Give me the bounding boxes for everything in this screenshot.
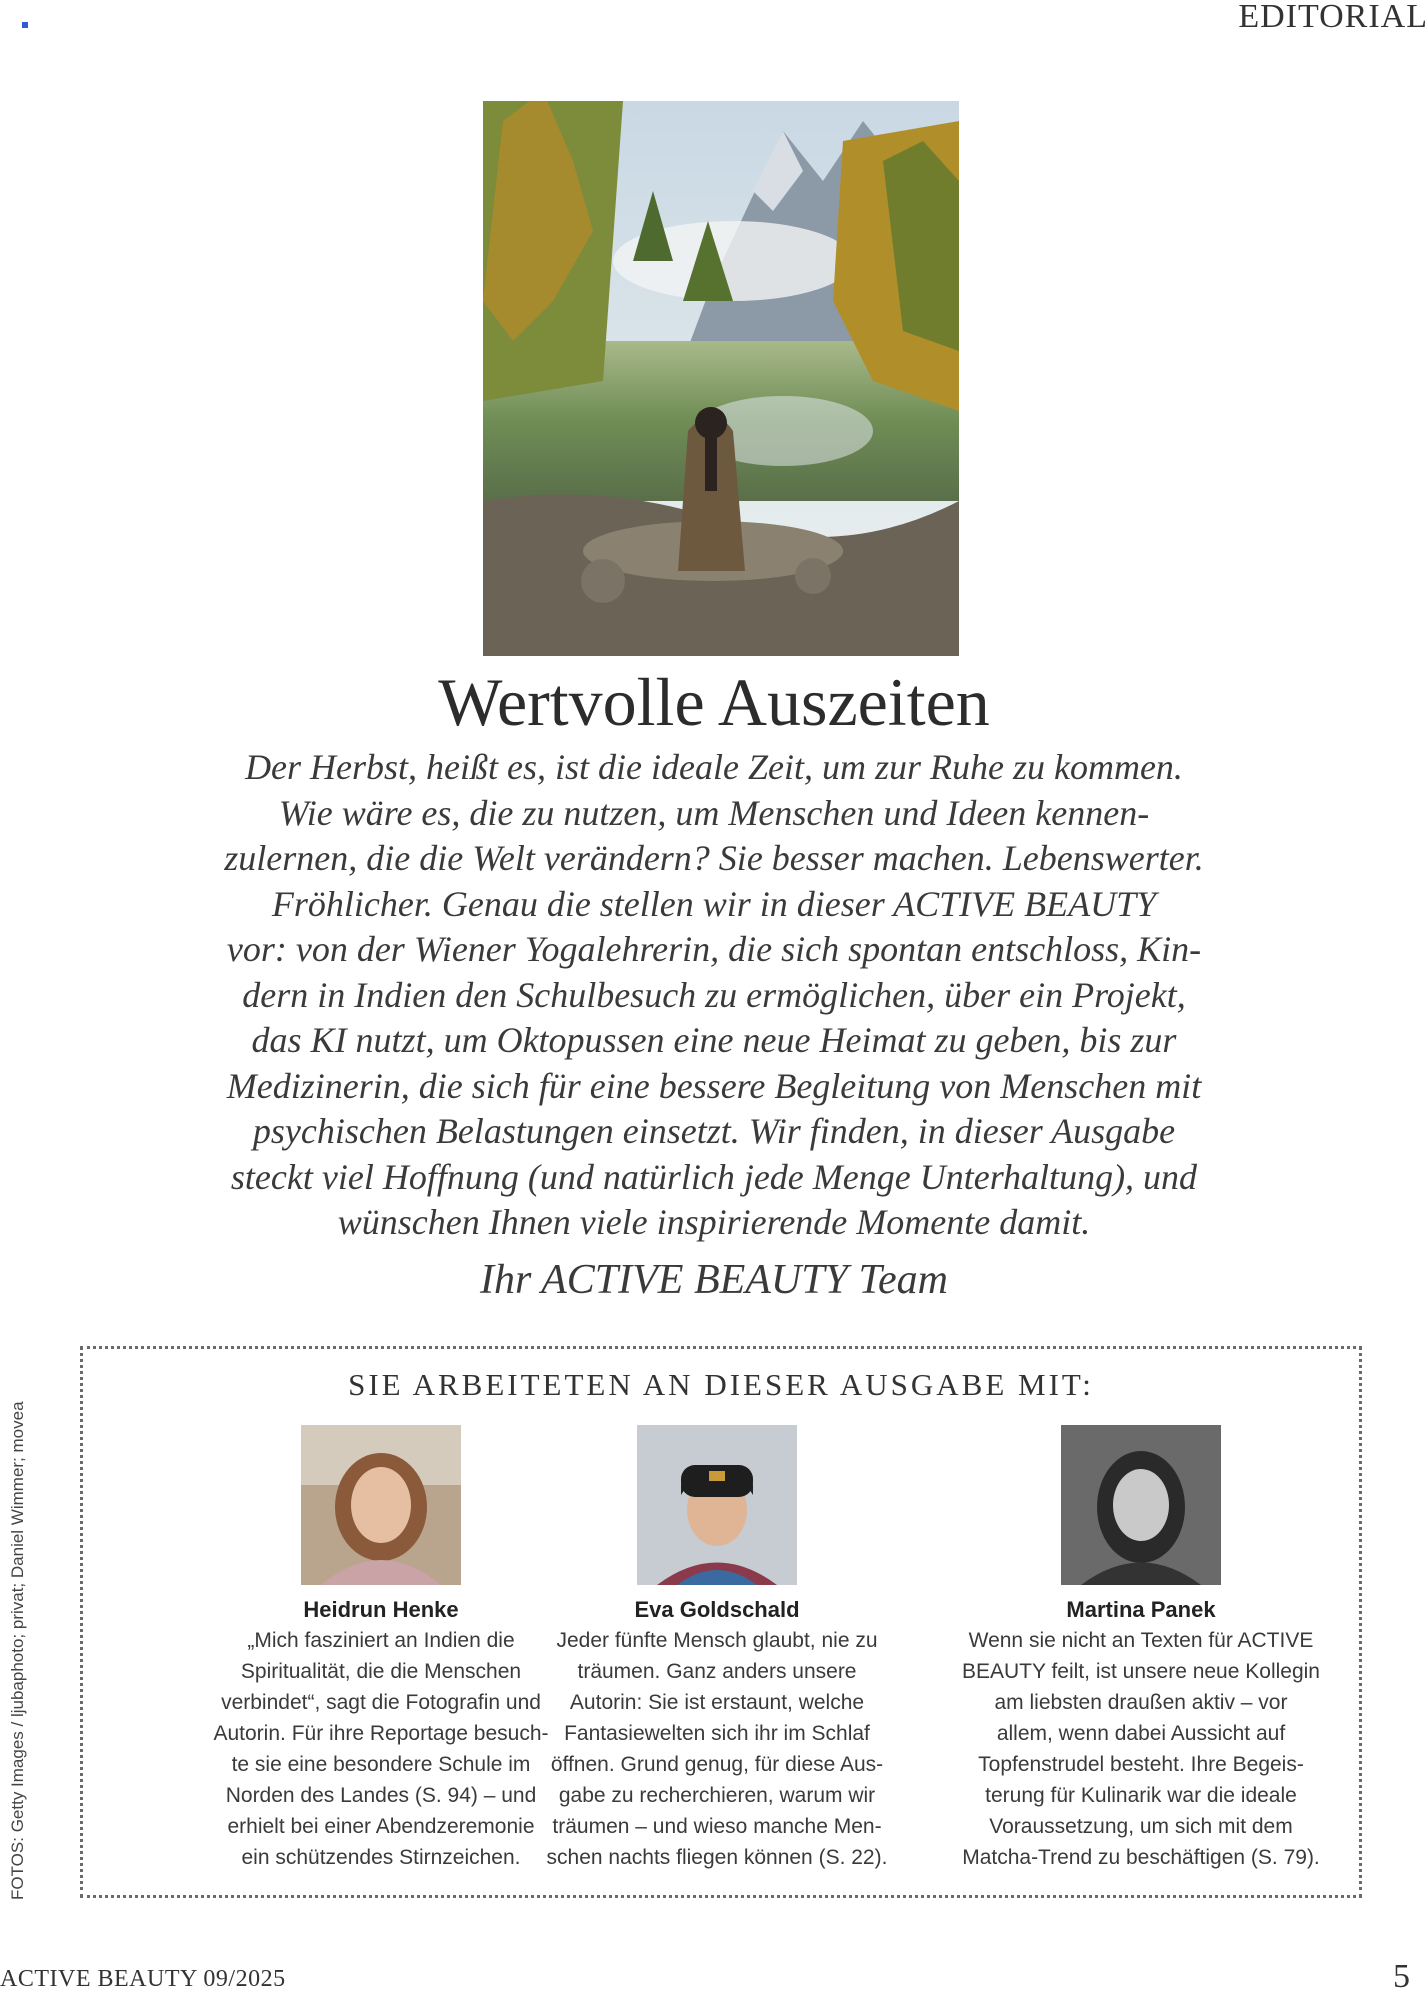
bio-line: BEAUTY feilt, ist unsere neue Kollegin <box>962 1660 1320 1683</box>
bio-line: Norden des Landes (S. 94) – und <box>225 1784 537 1807</box>
intro-line: psychischen Belastungen einsetzt. Wir finden, in dieser Ausgabe <box>252 1111 1176 1151</box>
intro-line: vor: von der Wiener Yogalehrerin, die sich spontan entschloss, Kin- <box>226 929 1202 969</box>
bio-line: „Mich fasziniert an Indien die <box>247 1629 515 1652</box>
intro-text <box>170 745 1258 1246</box>
intro-line: wünschen Ihnen viele inspirierende Momente damit. <box>337 1202 1091 1242</box>
bio-line: Topfenstrudel besteht. Ihre Begeis- <box>978 1753 1304 1776</box>
corner-marker <box>22 22 28 28</box>
photo-credits-text: FOTOS: Getty Images / ljubaphoto; privat; Daniel Wimmer; movea <box>8 1401 27 1900</box>
signoff: Ihr ACTIVE BEAUTY Team <box>480 1257 948 1303</box>
intro-line: Wie wäre es, die zu nutzen, um Menschen und Ideen kennen- <box>278 792 1150 833</box>
bio-line: Autorin. Für ihre Reportage besuch- <box>213 1722 549 1745</box>
contributor-name: Martina Panek <box>1066 1597 1216 1622</box>
bio-line: träumen. Ganz anders unsere <box>577 1660 857 1683</box>
contributor-photo <box>637 1425 797 1585</box>
intro-line: Der Herbst, heißt es, ist die ideale Zeit, um zur Ruhe zu kommen. <box>245 747 1183 787</box>
contributor-bio <box>517 1625 917 1873</box>
bio-line: ein schützendes Stirnzeichen. <box>241 1846 521 1869</box>
bio-line: träumen – und wieso manche Men- <box>552 1815 882 1838</box>
headline: Wertvolle Auszeiten <box>438 664 990 740</box>
contributors-box <box>80 1346 1362 1898</box>
contributor-photo <box>1061 1425 1221 1585</box>
contributor-bio <box>941 1625 1341 1873</box>
footer-issue: ACTIVE BEAUTY 09/2025 <box>0 1966 286 1992</box>
bio-line: Voraussetzung, um sich mit dem <box>989 1815 1293 1838</box>
bio-line: Jeder fünfte Mensch glaubt, nie zu <box>556 1629 878 1652</box>
bio-line: terung für Kulinarik war die ideale <box>985 1784 1297 1807</box>
bio-line: verbindet“, sagt die Fotografin und <box>221 1691 541 1714</box>
bio-line: schen nachts fliegen können (S. 22). <box>546 1846 888 1869</box>
contributor-name: Heidrun Henke <box>303 1597 459 1622</box>
bio-line: te sie eine besondere Schule im <box>231 1753 531 1776</box>
bio-line: erhielt bei einer Abendzeremonie <box>227 1815 535 1838</box>
intro-line: Medizinerin, die sich für eine bessere Begleitung von Menschen mit <box>226 1065 1202 1106</box>
hero-photo <box>483 101 959 656</box>
bio-line: Matcha-Trend zu beschäftigen (S. 79). <box>962 1846 1320 1869</box>
bio-line: Autorin: Sie ist erstaunt, welche <box>569 1691 865 1714</box>
bio-line: gabe zu recherchieren, warum wir <box>558 1784 876 1807</box>
intro-line: das KI nutzt, um Oktopussen eine neue Heimat zu geben, bis zur <box>251 1020 1177 1060</box>
section-label: EDITORIAL <box>1238 0 1428 35</box>
bio-line: Spiritualität, die die Menschen <box>240 1660 522 1683</box>
intro-line: zulernen, die die Welt verändern? Sie besser machen. Lebenswerter. <box>224 838 1204 878</box>
page-number: 5 <box>1393 1958 1410 1995</box>
bio-line: allem, wenn dabei Aussicht auf <box>996 1722 1286 1745</box>
intro-line: steckt viel Hoffnung (und natürlich jede Menge Unterhaltung), und <box>230 1156 1198 1197</box>
photo-credits <box>0 1330 36 1900</box>
intro-line: Fröhlicher. Genau die stellen wir in dieser ACTIVE BEAUTY <box>271 883 1157 924</box>
contributor-name: Eva Goldschald <box>634 1597 800 1622</box>
bio-line: Fantasiewelten sich ihr im Schlaf <box>564 1722 870 1745</box>
bio-line: öffnen. Grund genug, für diese Aus- <box>550 1753 884 1776</box>
contributor-photo <box>301 1425 461 1585</box>
contributor-card <box>517 1425 917 1873</box>
contributor-card <box>941 1425 1341 1873</box>
intro-line: dern in Indien den Schulbesuch zu ermöglichen, über ein Projekt, <box>242 974 1186 1015</box>
contributors-heading: SIE ARBEITETEN AN DIESER AUSGABE MIT: <box>348 1367 1094 1402</box>
bio-line: Wenn sie nicht an Texten für ACTIVE <box>968 1629 1314 1652</box>
bio-line: am liebsten draußen aktiv – vor <box>994 1691 1288 1714</box>
